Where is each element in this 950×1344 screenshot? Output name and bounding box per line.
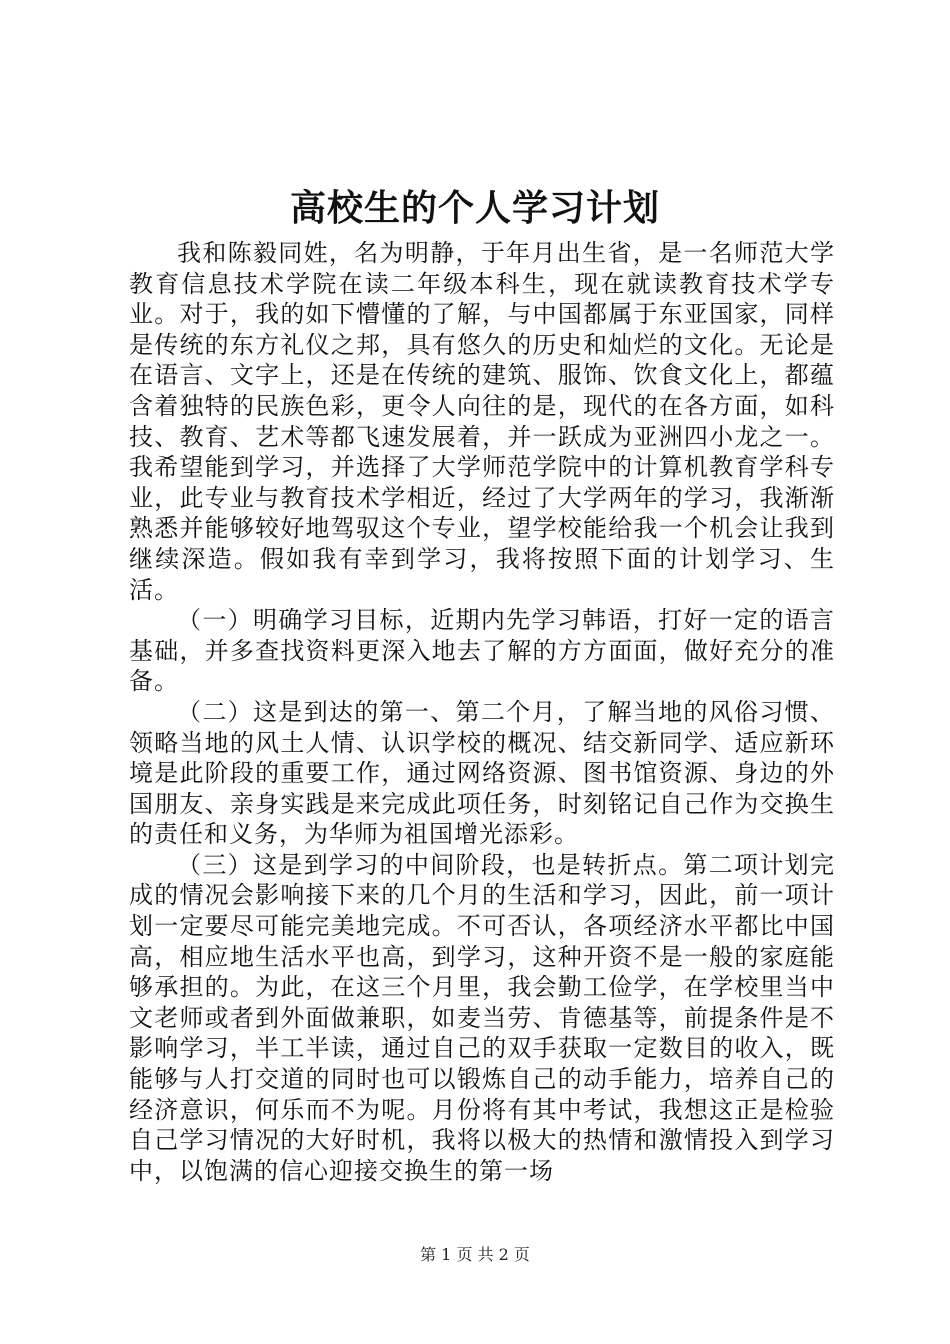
paragraph-intro: 我和陈毅同姓，名为明静，于年月出生省，是一名师范大学教育信息技术学院在读二年级本科生，现在就读教育技术学专业。对于，我的如下懵懂的了解，与中国都属于东亚国家，同样是传统的东方礼仪之邦，具有悠久的历史和灿烂的文化。无论是在语言、文字上，还是在传统的建筑、服饰、饮食文化上，都蕴含着独特的民族色彩，更令人向往的是，现代的在各方面，如科技、教育、艺术等都飞速发展着，并一跃成为亚洲四小龙之一。我希望能到学习，并选择了大学师范学院中的计算机教育学科专业，此专业与教育技术学相近，经过了大学两年的学习，我渐渐熟悉并能够较好地驾驭这个专业，望学校能给我一个机会让我到继续深造。假如我有幸到学习，我将按照下面的计划学习、生活。: [129, 239, 835, 604]
page-number-footer: 第 1 页 共 2 页: [420, 1245, 530, 1264]
paragraph-plan-1: （一）明确学习目标，近期内先学习韩语，打好一定的语言基础，并多查找资料更深入地去了解的方方面面，做好充分的准备。: [129, 606, 835, 696]
document-body: [129, 238, 835, 1186]
paragraph-plan-3: （三）这是到学习的中间阶段，也是转折点。第二项计划完成的情况会影响接下来的几个月的生活和学习，因此，前一项计划一定要尽可能完美地完成。不可否认，各项经济水平都比中国高，相应地生活水平也高，到学习，这种开资不是一般的家庭能够承担的。为此，在这三个月里，我会勤工俭学，在学校里当中文老师或者到外面做兼职，如麦当劳、肯德基等，前提条件是不影响学习，半工半读，通过自己的双手获取一定数目的收入，既能够与人打交道的同时也可以锻炼自己的动手能力，培养自己的经济意识，何乐而不为呢。月份将有其中考试，我想这正是检验自己学习情况的大好时机，我将以极大的热情和激情投入到学习中，以饱满的信心迎接交换生的第一场: [129, 850, 835, 1185]
document-title: 高校生的个人学习计划: [289, 187, 660, 229]
paragraph-plan-2: （二）这是到达的第一、第二个月，了解当地的风俗习惯、领略当地的风土人情、认识学校的概况、结交新同学、适应新环境是此阶段的重要工作，通过网络资源、图书馆资源、身边的外国朋友、亲身实践是来完成此项任务，时刻铭记自己作为交换生的责任和义务，为华师为祖国增光添彩。: [129, 697, 835, 849]
